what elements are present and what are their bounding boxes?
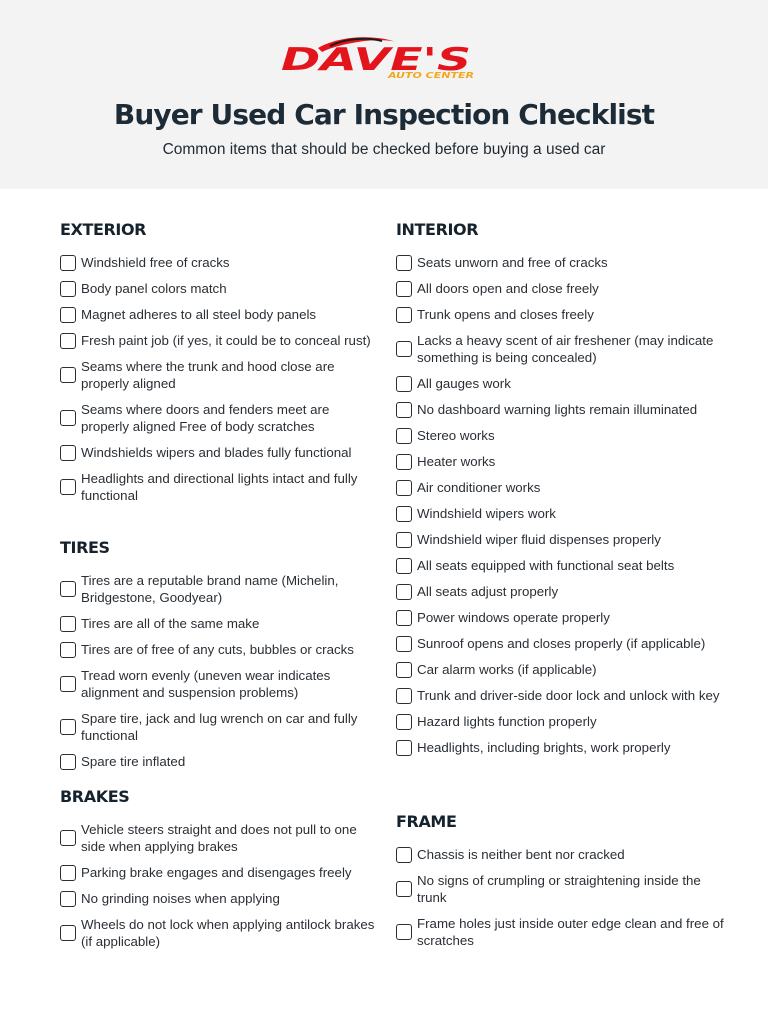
checkbox[interactable]	[396, 307, 412, 323]
checklist-item-label: Windshield wipers work	[417, 506, 556, 521]
checklist-item	[396, 254, 726, 271]
checklist-item-label: No signs of crumpling or straightening inside the trunk	[417, 873, 701, 905]
checklist-item	[60, 444, 380, 461]
checklist-item	[396, 635, 726, 652]
page-subtitle: Common items that should be checked before buying a used car	[162, 141, 606, 158]
checklist-item-label: Heater works	[417, 454, 496, 469]
checkbox[interactable]	[396, 402, 412, 418]
checklist-item-label: Vehicle steers straight and does not pull to one side when applying brakes	[81, 822, 357, 854]
checkbox[interactable]	[396, 662, 412, 678]
checkbox[interactable]	[60, 754, 76, 770]
checklist-item-label: Fresh paint job (if yes, it could be to conceal rust)	[81, 333, 371, 348]
checklist-item	[396, 583, 726, 600]
checklist-item	[60, 753, 380, 770]
checklist-item	[60, 572, 380, 606]
checklist-item-label: Chassis is neither bent nor cracked	[417, 847, 625, 862]
checkbox[interactable]	[60, 333, 76, 349]
checkbox[interactable]	[60, 410, 76, 426]
checkbox[interactable]	[396, 636, 412, 652]
checklist-item	[396, 306, 726, 323]
checkbox[interactable]	[396, 924, 412, 940]
checkbox[interactable]	[396, 506, 412, 522]
section-heading-frame: FRAME	[396, 812, 457, 831]
checklist-item	[60, 710, 380, 744]
checklist-item	[396, 427, 726, 444]
checklist-item	[60, 864, 380, 881]
checklist-item	[60, 254, 380, 271]
checklist-item	[60, 470, 380, 504]
section-heading-tires: TIRES	[60, 538, 110, 557]
checklist-item	[60, 890, 380, 907]
checklist-item-label: Seams where the trunk and hood close are properly aligned	[81, 359, 335, 391]
checklist-item	[396, 505, 726, 522]
checkbox[interactable]	[396, 341, 412, 357]
checklist-item-label: Frame holes just inside outer edge clean and free of scratches	[417, 916, 724, 948]
checklist-item	[396, 479, 726, 496]
checkbox[interactable]	[60, 891, 76, 907]
page-title: Buyer Used Car Inspection Checklist	[113, 98, 655, 131]
checkbox[interactable]	[60, 642, 76, 658]
checklist-item-label: Hazard lights function properly	[417, 714, 597, 729]
checklist-item	[396, 557, 726, 574]
checklist-item	[60, 916, 380, 950]
checklist-item-label: Stereo works	[417, 428, 495, 443]
checklist-item	[60, 401, 380, 435]
checklist-item	[396, 280, 726, 297]
checklist-item	[396, 453, 726, 470]
checklist-item	[396, 846, 726, 863]
checklist-item-label: All seats equipped with functional seat belts	[417, 558, 675, 573]
checkbox[interactable]	[60, 255, 76, 271]
checklist-item-label: Sunroof opens and closes properly (if applicable)	[417, 636, 706, 651]
checklist-item	[60, 332, 380, 349]
logo-tagline: AUTO CENTER	[386, 71, 474, 80]
checklist-item	[396, 687, 726, 704]
checklist-item	[396, 332, 726, 366]
checkbox[interactable]	[60, 925, 76, 941]
checklist-item	[396, 375, 726, 392]
section-heading-exterior: EXTERIOR	[60, 220, 147, 239]
checklist-item	[60, 306, 380, 323]
logo-text: DAVE'S	[281, 42, 471, 78]
checklist-item	[396, 401, 726, 418]
checklist-item-label: Lacks a heavy scent of air freshener (may indicate something is being concealed)	[417, 333, 714, 365]
checklist-item-label: Tires are all of the same make	[81, 616, 260, 631]
checklist-item	[396, 713, 726, 730]
checkbox[interactable]	[60, 479, 76, 495]
checkbox[interactable]	[396, 881, 412, 897]
checklist-item	[60, 358, 380, 392]
checklist-item	[60, 615, 380, 632]
checklist-item-label: All doors open and close freely	[417, 281, 599, 296]
checkbox[interactable]	[60, 830, 76, 846]
checklist-item-label: Headlights, including brights, work properly	[417, 740, 671, 755]
checklist-item-label: Car alarm works (if applicable)	[417, 662, 597, 677]
checklist-item-label: No dashboard warning lights remain illuminated	[417, 402, 698, 417]
checklist-item-label: Seats unworn and free of cracks	[417, 255, 608, 270]
checkbox[interactable]	[396, 376, 412, 392]
checklist-item	[396, 661, 726, 678]
checklist-item-label: Tires are a reputable brand name (Michelin, Bridgestone, Goodyear)	[81, 573, 339, 605]
checklist-item	[396, 739, 726, 756]
checkbox[interactable]	[396, 480, 412, 496]
checkbox[interactable]	[60, 581, 76, 597]
checklist-item-label: Headlights and directional lights intact and fully functional	[81, 471, 358, 503]
checklist-item-label: Trunk and driver-side door lock and unlock with key	[417, 688, 720, 703]
section-heading-interior: INTERIOR	[396, 220, 479, 239]
checkbox[interactable]	[60, 307, 76, 323]
checklist-item	[396, 915, 726, 949]
checkbox[interactable]	[60, 281, 76, 297]
checklist-item-label: Power windows operate properly	[417, 610, 610, 625]
checkbox[interactable]	[60, 676, 76, 692]
checkbox[interactable]	[396, 558, 412, 574]
checklist-item	[396, 872, 726, 906]
header	[0, 0, 768, 189]
checklist-item-label: Trunk opens and closes freely	[417, 307, 594, 322]
checkbox[interactable]	[396, 584, 412, 600]
checkbox[interactable]	[396, 532, 412, 548]
checklist-item	[60, 821, 380, 855]
checklist-item-label: Magnet adheres to all steel body panels	[81, 307, 317, 322]
checkbox[interactable]	[396, 454, 412, 470]
checklist-item	[60, 280, 380, 297]
checklist-item-label: Tires are of free of any cuts, bubbles or cracks	[81, 642, 354, 657]
checkbox[interactable]	[396, 281, 412, 297]
checkbox[interactable]	[396, 428, 412, 444]
checkbox[interactable]	[396, 688, 412, 704]
checklist-item-label: No grinding noises when applying	[81, 891, 280, 906]
checkbox[interactable]	[396, 255, 412, 271]
checklist-item-label: Air conditioner works	[417, 480, 541, 495]
checklist-item-label: Parking brake engages and disengages freely	[81, 865, 352, 880]
checklist-item	[396, 609, 726, 626]
checklist-item-label: Windshield free of cracks	[81, 255, 230, 270]
checklist-item-label: Body panel colors match	[81, 281, 227, 296]
checkbox[interactable]	[396, 714, 412, 730]
checklist-item-label: Seams where doors and fenders meet are properly aligned Free of body scratches	[81, 402, 330, 434]
checkbox[interactable]	[60, 719, 76, 735]
checklist-item-label: Windshield wiper fluid dispenses properly	[417, 532, 661, 547]
checklist-item-label: Wheels do not lock when applying antilock brakes (if applicable)	[81, 917, 375, 949]
checkbox[interactable]	[396, 847, 412, 863]
checklist-item-label: Windshields wipers and blades fully functional	[81, 445, 352, 460]
checklist-item-label: Spare tire inflated	[81, 754, 186, 769]
checklist-item-label: Spare tire, jack and lug wrench on car and fully functional	[81, 711, 358, 743]
checklist-item	[396, 531, 726, 548]
checklist-item-label: Tread worn evenly (uneven wear indicates alignment and suspension problems)	[81, 668, 331, 700]
checklist-item	[60, 641, 380, 658]
checkbox[interactable]	[60, 616, 76, 632]
checkbox[interactable]	[396, 610, 412, 626]
daves-auto-center-logo	[278, 34, 478, 80]
section-heading-brakes: BRAKES	[60, 787, 130, 806]
section-interior	[396, 220, 726, 765]
checkbox[interactable]	[396, 740, 412, 756]
section-tires	[60, 538, 380, 779]
checklist-item	[60, 667, 380, 701]
checkbox[interactable]	[60, 367, 76, 383]
section-exterior	[60, 220, 380, 513]
checklist-item-label: All gauges work	[417, 376, 511, 391]
checkbox[interactable]	[60, 445, 76, 461]
checklist-item-label: All seats adjust properly	[417, 584, 559, 599]
section-brakes	[60, 787, 380, 959]
checkbox[interactable]	[60, 865, 76, 881]
section-frame	[396, 812, 726, 958]
